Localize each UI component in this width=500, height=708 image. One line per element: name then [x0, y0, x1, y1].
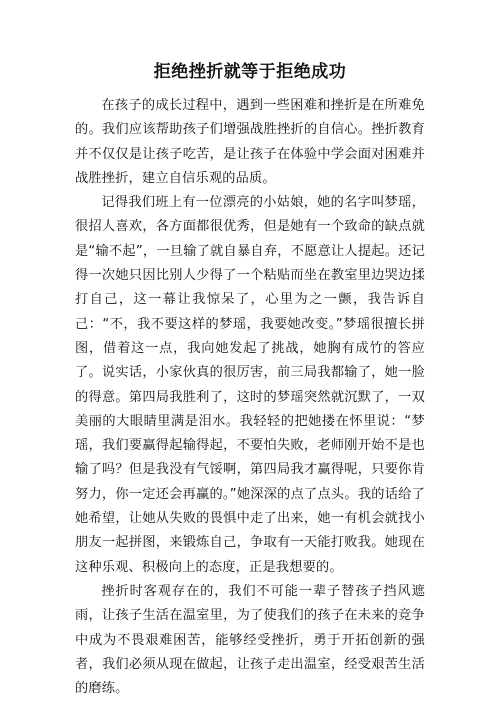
paragraph-2: 记得我们班上有一位漂亮的小姑娘，她的名字叫梦瑶，很招人喜欢，各方面都很优秀，但是她有一个致命的缺点就是“输不起”，一旦输了就自暴自弃，不愿意让人提起。还记得一次她只因比别人少得了一个粘贴而坐在教室里边哭边揉打自己，这一幕让我惊呆了，心里为之一颤，我告诉自己：“不，我不要这样的梦瑶，我要她改变。”梦瑶很擅长拼图，借着这一点，我向她发起了挑战，她胸有成竹的答应了。说实话，小家伙真的很厉害，前三局我都输了，她一脸的得意。第四局我胜利了，这时的梦瑶突然就沉默了，一双美丽的大眼睛里满是泪水。我轻轻的把她搂在怀里说：“梦瑶，我们要赢得起输得起，不要怕失败，老师刚开始不是也输了吗？但是我没有气馁啊，第四局我才赢得呢，只要你肯努力，你一定还会再赢的。”她深深的点了点头。我的话给了她希望，让她从失败的畏惧中走了出来，她一有机会就找小朋友一起拼图，来锻炼自己，争取有一天能打败我。她现在这种乐观、积极向上的态度，正是我想要的。 — [75, 195, 425, 575]
paragraph-1: 在孩子的成长过程中，遇到一些困难和挫折是在所难免的。我们应该帮助孩子们增强战胜挫折的自信心。挫折教育并不仅仅是让孩子吃苦，是让孩子在体验中学会面对困难并战胜挫折，建立自信乐观的品质。 — [75, 98, 425, 186]
document-title: 拒绝挫折就等于拒绝成功 — [153, 62, 347, 82]
paragraph-3: 挫折时客观存在的，我们不可能一辈子替孩子挡风遮雨，让孩子生活在温室里，为了使我们的孩子在未来的竞争中成为不畏艰难困苦，能够经受挫折，勇于开拓创新的强者，我们必须从现在做起，让孩子走出温室，经受艰苦生活的磨练。 — [75, 583, 425, 697]
